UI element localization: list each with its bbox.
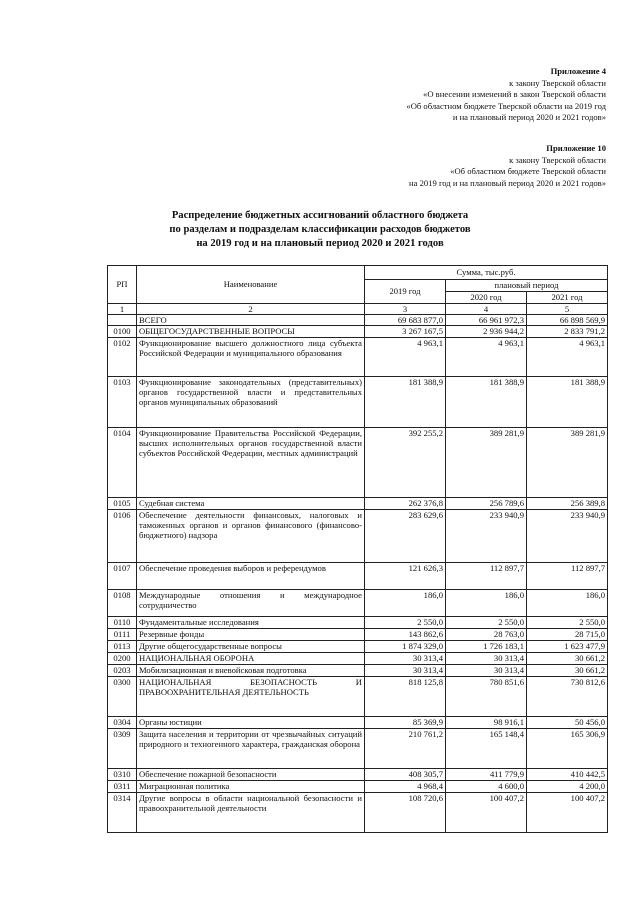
row-value-2019: 30 313,4 bbox=[365, 652, 446, 664]
table-row bbox=[108, 562, 608, 589]
row-value-2019: 283 629,6 bbox=[365, 509, 446, 562]
row-code: 0110 bbox=[108, 616, 137, 628]
budget-table bbox=[107, 265, 608, 833]
row-value-2020: 66 961 972,3 bbox=[446, 315, 527, 326]
row-value-2019: 181 388,9 bbox=[365, 376, 446, 427]
table-row bbox=[108, 326, 608, 337]
table-row bbox=[108, 640, 608, 652]
row-value-2020: 30 313,4 bbox=[446, 664, 527, 676]
row-name: Функционирование высшего должностного лица субъекта Российской Федерации и муниципального образования bbox=[137, 337, 365, 376]
table-row bbox=[108, 768, 608, 780]
row-code: 0300 bbox=[108, 676, 137, 716]
row-value-2021: 66 898 569,9 bbox=[527, 315, 608, 326]
row-name: Обеспечение деятельности финансовых, налоговых и таможенных органов и органов финансового (финансово-бюджетного) надзора bbox=[137, 509, 365, 562]
row-value-2021: 2 550,0 bbox=[527, 616, 608, 628]
column-index: 4 bbox=[446, 304, 527, 315]
row-value-2019: 143 862,6 bbox=[365, 628, 446, 640]
row-code: 0314 bbox=[108, 792, 137, 832]
row-code: 0311 bbox=[108, 780, 137, 792]
appendix-10-title: Приложение 10 bbox=[546, 143, 606, 153]
row-value-2020: 98 916,1 bbox=[446, 716, 527, 728]
row-value-2021: 389 281,9 bbox=[527, 427, 608, 497]
row-code: 0106 bbox=[108, 509, 137, 562]
row-value-2021: 30 661,2 bbox=[527, 664, 608, 676]
row-code: 0310 bbox=[108, 768, 137, 780]
row-value-2021: 100 407,2 bbox=[527, 792, 608, 832]
row-value-2019: 210 761,2 bbox=[365, 728, 446, 768]
row-name: Резервные фонды bbox=[137, 628, 365, 640]
row-name: Международные отношения и международное сотрудничество bbox=[137, 589, 365, 616]
row-code: 0103 bbox=[108, 376, 137, 427]
row-code: 0309 bbox=[108, 728, 137, 768]
appendix-4-line: и на плановый период 2020 и 2021 годов» bbox=[452, 112, 606, 123]
table-body bbox=[108, 315, 608, 832]
table-row bbox=[108, 315, 608, 326]
row-value-2019: 3 267 167,5 bbox=[365, 326, 446, 337]
table-row bbox=[108, 792, 608, 832]
row-name: ВСЕГО bbox=[137, 315, 365, 326]
table-row bbox=[108, 376, 608, 427]
title-line: по разделам и подразделам классификации расходов бюджетов bbox=[169, 224, 471, 235]
row-value-2021: 30 661,2 bbox=[527, 652, 608, 664]
row-value-2019: 262 376,8 bbox=[365, 497, 446, 509]
row-code: 0200 bbox=[108, 652, 137, 664]
row-value-2020: 256 789,6 bbox=[446, 497, 527, 509]
row-value-2021: 4 963,1 bbox=[527, 337, 608, 376]
row-name: Обеспечение проведения выборов и референдумов bbox=[137, 562, 365, 589]
row-value-2020: 4 600,0 bbox=[446, 780, 527, 792]
row-value-2019: 2 550,0 bbox=[365, 616, 446, 628]
row-value-2020: 28 763,0 bbox=[446, 628, 527, 640]
row-value-2021: 1 623 477,9 bbox=[527, 640, 608, 652]
row-value-2020: 780 851,6 bbox=[446, 676, 527, 716]
header-2020: 2020 год bbox=[446, 292, 527, 304]
row-code: 0100 bbox=[108, 326, 137, 337]
row-value-2020: 1 726 183,1 bbox=[446, 640, 527, 652]
row-value-2021: 233 940,9 bbox=[527, 509, 608, 562]
row-code: 0203 bbox=[108, 664, 137, 676]
row-value-2020: 186,0 bbox=[446, 589, 527, 616]
table-row bbox=[108, 780, 608, 792]
row-name: Органы юстиции bbox=[137, 716, 365, 728]
row-name: Судебная система bbox=[137, 497, 365, 509]
appendix-10-block bbox=[409, 143, 606, 189]
appendix-10-line: на 2019 год и на плановый период 2020 и 2021 годов» bbox=[409, 177, 606, 188]
row-value-2019: 108 720,6 bbox=[365, 792, 446, 832]
row-name: Функционирование законодательных (представительных) органов государственной власти и представительных органов муниципальных образований bbox=[137, 376, 365, 427]
row-name: Миграционная политика bbox=[137, 780, 365, 792]
row-code: 0107 bbox=[108, 562, 137, 589]
row-code: 0104 bbox=[108, 427, 137, 497]
table-row bbox=[108, 728, 608, 768]
column-index: 2 bbox=[137, 304, 365, 315]
row-name: НАЦИОНАЛЬНАЯ ОБОРОНА bbox=[137, 652, 365, 664]
row-value-2019: 408 305,7 bbox=[365, 768, 446, 780]
column-index: 5 bbox=[527, 304, 608, 315]
row-value-2021: 730 812,6 bbox=[527, 676, 608, 716]
row-name: Защита населения и территории от чрезвычайных ситуаций природного и техногенного характера, гражданская оборона bbox=[137, 728, 365, 768]
row-value-2020: 181 388,9 bbox=[446, 376, 527, 427]
row-value-2019: 186,0 bbox=[365, 589, 446, 616]
table-row bbox=[108, 509, 608, 562]
row-value-2021: 165 306,9 bbox=[527, 728, 608, 768]
row-value-2020: 165 148,4 bbox=[446, 728, 527, 768]
table-row bbox=[108, 337, 608, 376]
column-index: 3 bbox=[365, 304, 446, 315]
row-value-2019: 818 125,8 bbox=[365, 676, 446, 716]
row-name: ОБЩЕГОСУДАРСТВЕННЫЕ ВОПРОСЫ bbox=[137, 326, 365, 337]
row-value-2021: 50 456,0 bbox=[527, 716, 608, 728]
row-value-2019: 121 626,3 bbox=[365, 562, 446, 589]
row-code: 0111 bbox=[108, 628, 137, 640]
row-value-2021: 410 442,5 bbox=[527, 768, 608, 780]
row-code: 0102 bbox=[108, 337, 137, 376]
table-row bbox=[108, 676, 608, 716]
document-title bbox=[0, 209, 640, 251]
row-value-2020: 30 313,4 bbox=[446, 652, 527, 664]
row-code bbox=[108, 315, 137, 326]
header-sum: Сумма, тыс.руб. bbox=[365, 266, 608, 280]
table-row bbox=[108, 497, 608, 509]
row-code: 0113 bbox=[108, 640, 137, 652]
table-row bbox=[108, 716, 608, 728]
title-line: Распределение бюджетных ассигнований областного бюджета bbox=[171, 210, 469, 221]
row-value-2019: 4 963,1 bbox=[365, 337, 446, 376]
appendix-4-line: «О внесении изменений в закон Тверской области bbox=[423, 89, 606, 100]
row-value-2020: 233 940,9 bbox=[446, 509, 527, 562]
row-value-2021: 112 897,7 bbox=[527, 562, 608, 589]
appendix-4-title: Приложение 4 bbox=[550, 66, 606, 76]
row-value-2020: 112 897,7 bbox=[446, 562, 527, 589]
appendix-4-line: «Об областном бюджете Тверской области на 2019 год bbox=[406, 100, 606, 111]
row-value-2019: 69 683 877,0 bbox=[365, 315, 446, 326]
row-name: Фундаментальные исследования bbox=[137, 616, 365, 628]
row-value-2020: 4 963,1 bbox=[446, 337, 527, 376]
header-name: Наименование bbox=[137, 266, 365, 304]
row-value-2020: 2 936 944,2 bbox=[446, 326, 527, 337]
header-2021: 2021 год bbox=[527, 292, 608, 304]
table-row bbox=[108, 616, 608, 628]
table-row bbox=[108, 589, 608, 616]
table-row bbox=[108, 427, 608, 497]
appendix-4-line: к закону Тверской области bbox=[509, 77, 606, 88]
row-name: Другие вопросы в области национальной безопасности и правоохранительной деятельности bbox=[137, 792, 365, 832]
row-value-2019: 4 968,4 bbox=[365, 780, 446, 792]
row-value-2019: 392 255,2 bbox=[365, 427, 446, 497]
row-value-2021: 4 200,0 bbox=[527, 780, 608, 792]
row-value-2020: 411 779,9 bbox=[446, 768, 527, 780]
row-code: 0108 bbox=[108, 589, 137, 616]
header-rp: РП bbox=[108, 266, 137, 304]
title-line: на 2019 год и на плановый период 2020 и 2021 годов bbox=[196, 238, 444, 249]
row-value-2019: 85 369,9 bbox=[365, 716, 446, 728]
appendix-10-line: «Об областном бюджете Тверской области bbox=[450, 166, 606, 177]
row-value-2020: 2 550,0 bbox=[446, 616, 527, 628]
row-code: 0304 bbox=[108, 716, 137, 728]
header-plan-period: плановый период bbox=[446, 280, 608, 292]
table-row bbox=[108, 628, 608, 640]
row-value-2019: 30 313,4 bbox=[365, 664, 446, 676]
row-name: Мобилизационная и вневойсковая подготовка bbox=[137, 664, 365, 676]
header-2019: 2019 год bbox=[365, 280, 446, 304]
appendix-4-block bbox=[406, 66, 606, 124]
row-value-2021: 28 715,0 bbox=[527, 628, 608, 640]
row-value-2020: 100 407,2 bbox=[446, 792, 527, 832]
row-value-2020: 389 281,9 bbox=[446, 427, 527, 497]
row-value-2021: 181 388,9 bbox=[527, 376, 608, 427]
table-row bbox=[108, 652, 608, 664]
row-value-2021: 256 389,8 bbox=[527, 497, 608, 509]
appendix-10-line: к закону Тверской области bbox=[509, 154, 606, 165]
column-index: 1 bbox=[108, 304, 137, 315]
row-code: 0105 bbox=[108, 497, 137, 509]
row-name: Обеспечение пожарной безопасности bbox=[137, 768, 365, 780]
row-value-2021: 186,0 bbox=[527, 589, 608, 616]
row-value-2021: 2 833 791,2 bbox=[527, 326, 608, 337]
row-name: Функционирование Правительства Российской Федерации, высших исполнительных органов государственной власти субъектов Российской Федерации, местных администраций bbox=[137, 427, 365, 497]
row-name: Другие общегосударственные вопросы bbox=[137, 640, 365, 652]
table-row bbox=[108, 664, 608, 676]
row-name: НАЦИОНАЛЬНАЯ БЕЗОПАСНОСТЬ И ПРАВООХРАНИТЕЛЬНАЯ ДЕЯТЕЛЬНОСТЬ bbox=[137, 676, 365, 716]
row-value-2019: 1 874 329,0 bbox=[365, 640, 446, 652]
